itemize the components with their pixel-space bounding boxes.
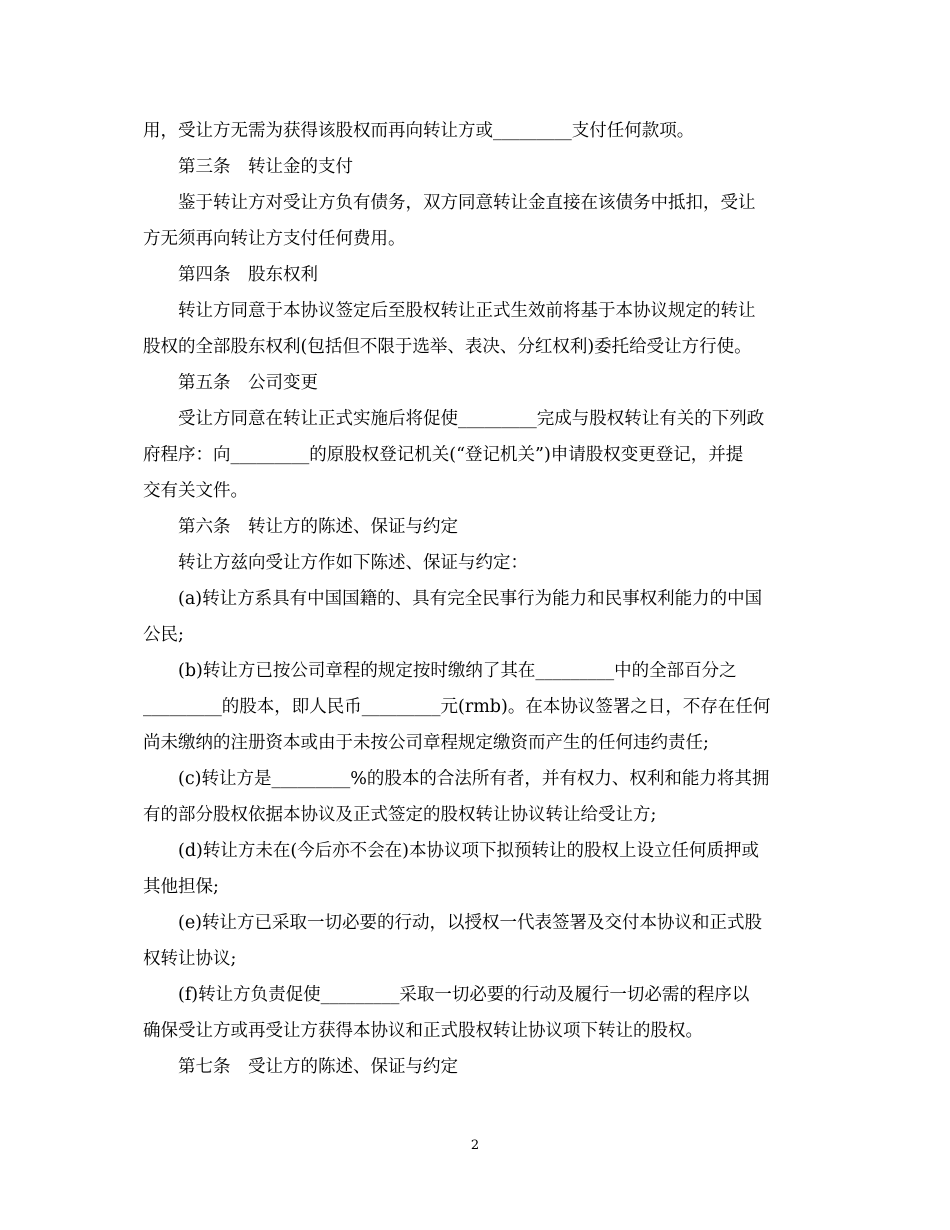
paragraph-line: 交有关文件。 <box>143 481 248 501</box>
paragraph-line: 公民; <box>143 625 184 645</box>
article-heading: 第三条 转让金的支付 <box>178 157 353 177</box>
paragraph-line: 转让方同意于本协议签定后至股权转让正式生效前将基于本协议规定的转让 <box>178 301 756 321</box>
paragraph-line: 方无须再向转让方支付任何费用。 <box>143 229 406 249</box>
clause-line: (e)转让方已采取一切必要的行动，以授权一代表签署及交付本协议和正式股 <box>178 913 763 933</box>
article-heading: 第五条 公司变更 <box>178 373 318 393</box>
clause-line: (c)转让方是_________%的股本的合法所有者，并有权力、权利和能力将其拥 <box>178 769 770 789</box>
article-heading: 第四条 股东权利 <box>178 265 318 285</box>
paragraph-line: 有的部分股权依据本协议及正式签定的股权转让协议转让给受让方; <box>143 805 657 825</box>
paragraph-line: 府程序：向_________的原股权登记机关(“登记机关”)申请股权变更登记，并提 <box>143 445 744 465</box>
paragraph-line: 受让方同意在转让正式实施后将促使_________完成与股权转让有关的下列政 <box>178 409 765 429</box>
clause-line: (a)转让方系具有中国国籍的、具有完全民事行为能力和民事权利能力的中国 <box>178 589 763 609</box>
paragraph-line: 股权的全部股东权利(包括但不限于选举、表决、分红权利)委托给受让方行使。 <box>143 337 752 357</box>
paragraph-line: 用，受让方无需为获得该股权而再向转让方或_________支付任何款项。 <box>143 121 695 141</box>
paragraph-line: _________的股本，即人民币_________元(rmb)。在本协议签署之日，不存在任何 <box>143 697 771 717</box>
article-heading: 第六条 转让方的陈述、保证与约定 <box>178 517 458 537</box>
paragraph-line: 权转让协议; <box>143 949 237 969</box>
paragraph-line: 确保受让方或再受让方获得本协议和正式股权转让协议项下转让的股权。 <box>143 1021 703 1041</box>
clause-line: (b)转让方已按公司章程的规定按时缴纳了其在_________中的全部百分之 <box>178 661 737 681</box>
paragraph-line: 鉴于转让方对受让方负有债务，双方同意转让金直接在该债务中抵扣，受让 <box>178 193 756 213</box>
page-number: 2 <box>470 1138 480 1153</box>
paragraph-line: 转让方兹向受让方作如下陈述、保证与约定： <box>178 553 528 573</box>
clause-line: (d)转让方未在(今后亦不会在)本协议项下拟预转让的股权上设立任何质押或 <box>178 841 760 861</box>
clause-line: (f)转让方负责促使_________采取一切必要的行动及履行一切必需的程序以 <box>178 985 750 1005</box>
paragraph-line: 其他担保; <box>143 877 219 897</box>
paragraph-line: 尚未缴纳的注册资本或由于未按公司章程规定缴资而产生的任何违约责任; <box>143 733 709 753</box>
article-heading: 第七条 受让方的陈述、保证与约定 <box>178 1057 458 1077</box>
